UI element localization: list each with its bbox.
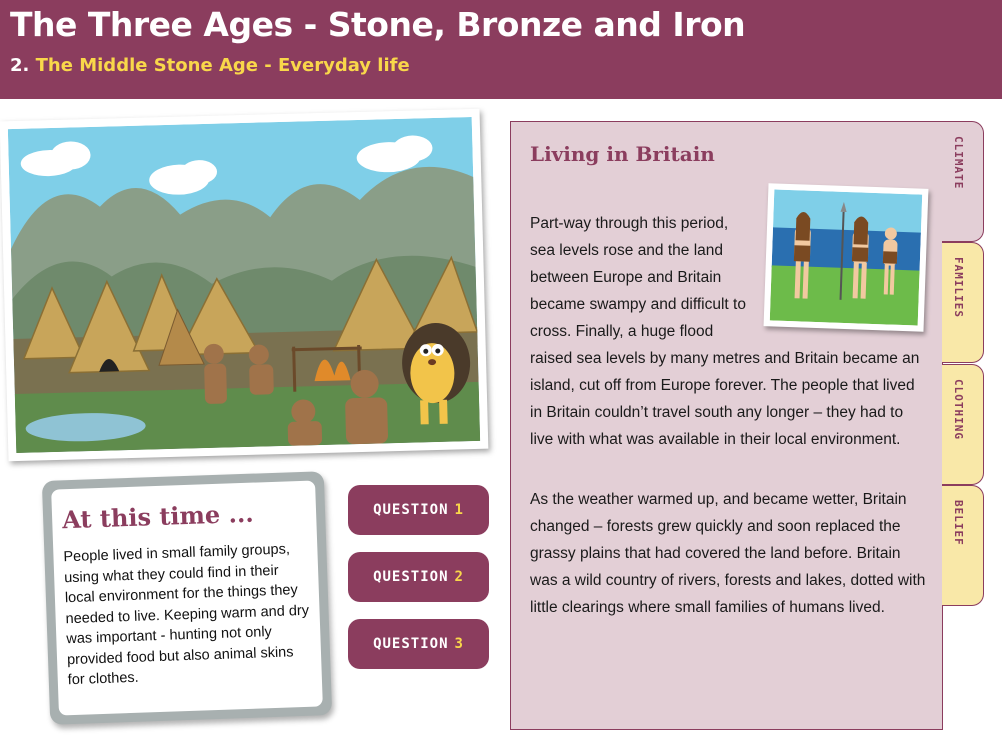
tab-belief[interactable] <box>942 485 984 606</box>
question-1-label: QUESTION <box>373 502 449 518</box>
tab-families-label: FAMILIES <box>952 257 965 318</box>
at-this-time-heading: At this time ... <box>61 498 255 535</box>
page-title: The Three Ages - Stone, Bronze and Iron <box>10 5 746 44</box>
panel-paragraph-1-text: Part-way through this period, sea levels rose and the land between Europe and Britain became swampy and difficult to cross. Finally, a huge flood raised sea levels by many metres and Britain became an island, cut off from Europe forever. The people that lived in Britain couldn’t travel south any longer – they had to live with what was available in their local environment. <box>530 215 920 448</box>
panel-heading: Living in Britain <box>530 142 715 166</box>
question-2-number: 2 <box>454 569 464 585</box>
at-this-time-card-inner <box>51 480 323 715</box>
at-this-time-body: People lived in small family groups, using what they could find in their local environment for the things they needed to live. Keeping warm and dry was important - hunting not only provided food but also animal skins for clothes. <box>63 541 310 689</box>
page-subtitle <box>10 55 410 76</box>
question-3-button[interactable] <box>348 619 489 669</box>
coast-people-illustration <box>764 183 929 331</box>
at-this-time-card <box>42 471 332 725</box>
tab-families[interactable] <box>942 242 984 363</box>
tab-climate-label: CLIMATE <box>952 136 965 190</box>
question-1-button[interactable] <box>348 485 489 535</box>
tab-clothing-label: CLOTHING <box>952 379 965 440</box>
question-1-number: 1 <box>454 502 464 518</box>
village-illustration <box>0 109 488 461</box>
page-header <box>0 0 1002 99</box>
question-3-label: QUESTION <box>373 636 449 652</box>
tab-clothing[interactable] <box>942 364 984 485</box>
question-3-number: 3 <box>454 636 464 652</box>
question-2-button[interactable] <box>348 552 489 602</box>
tab-belief-label: BELIEF <box>952 500 965 546</box>
question-2-label: QUESTION <box>373 569 449 585</box>
subtitle-number: 2. <box>10 55 30 76</box>
tab-climate[interactable] <box>942 121 984 242</box>
panel-paragraph-2: As the weather warmed up, and became wetter, Britain changed – forests grew quickly and soon replaced the grassy plains that had covered the land before. Britain was a wild country of rivers, forests and lakes, dotted with little clearings where small families of humans lived. <box>530 491 926 616</box>
subtitle-text: The Middle Stone Age - Everyday life <box>35 55 410 76</box>
